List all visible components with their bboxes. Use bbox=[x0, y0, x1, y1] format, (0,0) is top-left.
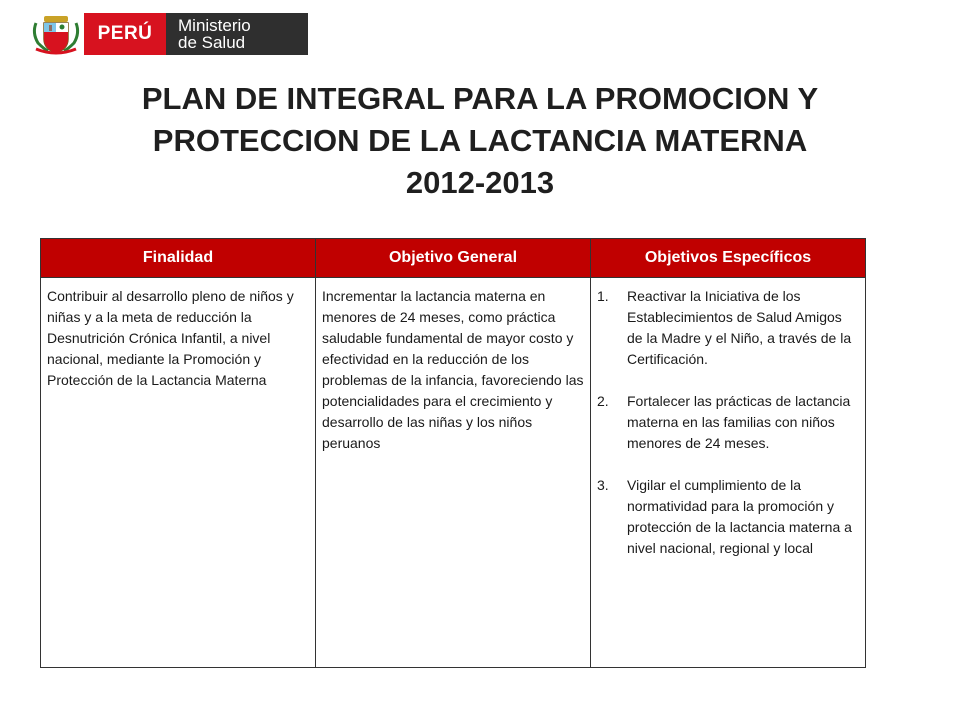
list-item-text: Vigilar el cumplimiento de la normatividad para la promoción y protección de la lactancia materna a nivel nacional, regional y local bbox=[627, 477, 852, 556]
cell-objetivos-especificos bbox=[591, 278, 866, 668]
table-header-row bbox=[41, 239, 866, 278]
list-item bbox=[597, 286, 859, 370]
ministry-logo bbox=[28, 13, 308, 55]
list-item-number: 1. bbox=[597, 288, 609, 304]
title-line-3: 2012-2013 bbox=[405, 165, 555, 200]
list-item bbox=[597, 475, 859, 559]
cell-finalidad: Contribuir al desarrollo pleno de niños y niñas y a la meta de reducción la Desnutrición Crónica Infantil, a nivel nacional, mediante la Promoción y Protección de la Lactancia Materna bbox=[41, 278, 316, 668]
peru-label: PERÚ bbox=[84, 13, 166, 55]
header-objetivos-especificos: Objetivos Específicos bbox=[591, 239, 866, 278]
plan-table bbox=[40, 238, 866, 668]
ministry-label bbox=[166, 13, 308, 55]
ministry-line-2: de Salud bbox=[178, 33, 246, 52]
list-item-number: 2. bbox=[597, 393, 609, 409]
title-line-1: PLAN DE INTEGRAL PARA LA PROMOCION Y bbox=[141, 81, 819, 116]
coat-of-arms-icon bbox=[28, 13, 84, 55]
list-item-text: Fortalecer las prácticas de lactancia materna en las familias con niños menores de 24 meses. bbox=[627, 393, 851, 451]
cell-objetivo-general: Incrementar la lactancia materna en menores de 24 meses, como práctica saludable fundamental de mayor costo y efectividad en la reducción de los problemas de la infancia, favoreciendo las potencialidades para el crecimiento y desarrollo de las niñas y los niños peruanos bbox=[316, 278, 591, 668]
header-finalidad: Finalidad bbox=[41, 239, 316, 278]
title-line-2: PROTECCION DE LA LACTANCIA MATERNA bbox=[152, 123, 808, 158]
table-row bbox=[41, 278, 866, 668]
ministry-line-1: Ministerio bbox=[178, 16, 251, 35]
list-item bbox=[597, 391, 859, 454]
list-item-number: 3. bbox=[597, 477, 609, 493]
page-title bbox=[0, 78, 960, 204]
list-item-text: Reactivar la Iniciativa de los Establecimientos de Salud Amigos de la Madre y el Niño, a través de la Certificación. bbox=[627, 288, 852, 367]
header-objetivo-general: Objetivo General bbox=[316, 239, 591, 278]
objectives-list bbox=[597, 286, 859, 559]
